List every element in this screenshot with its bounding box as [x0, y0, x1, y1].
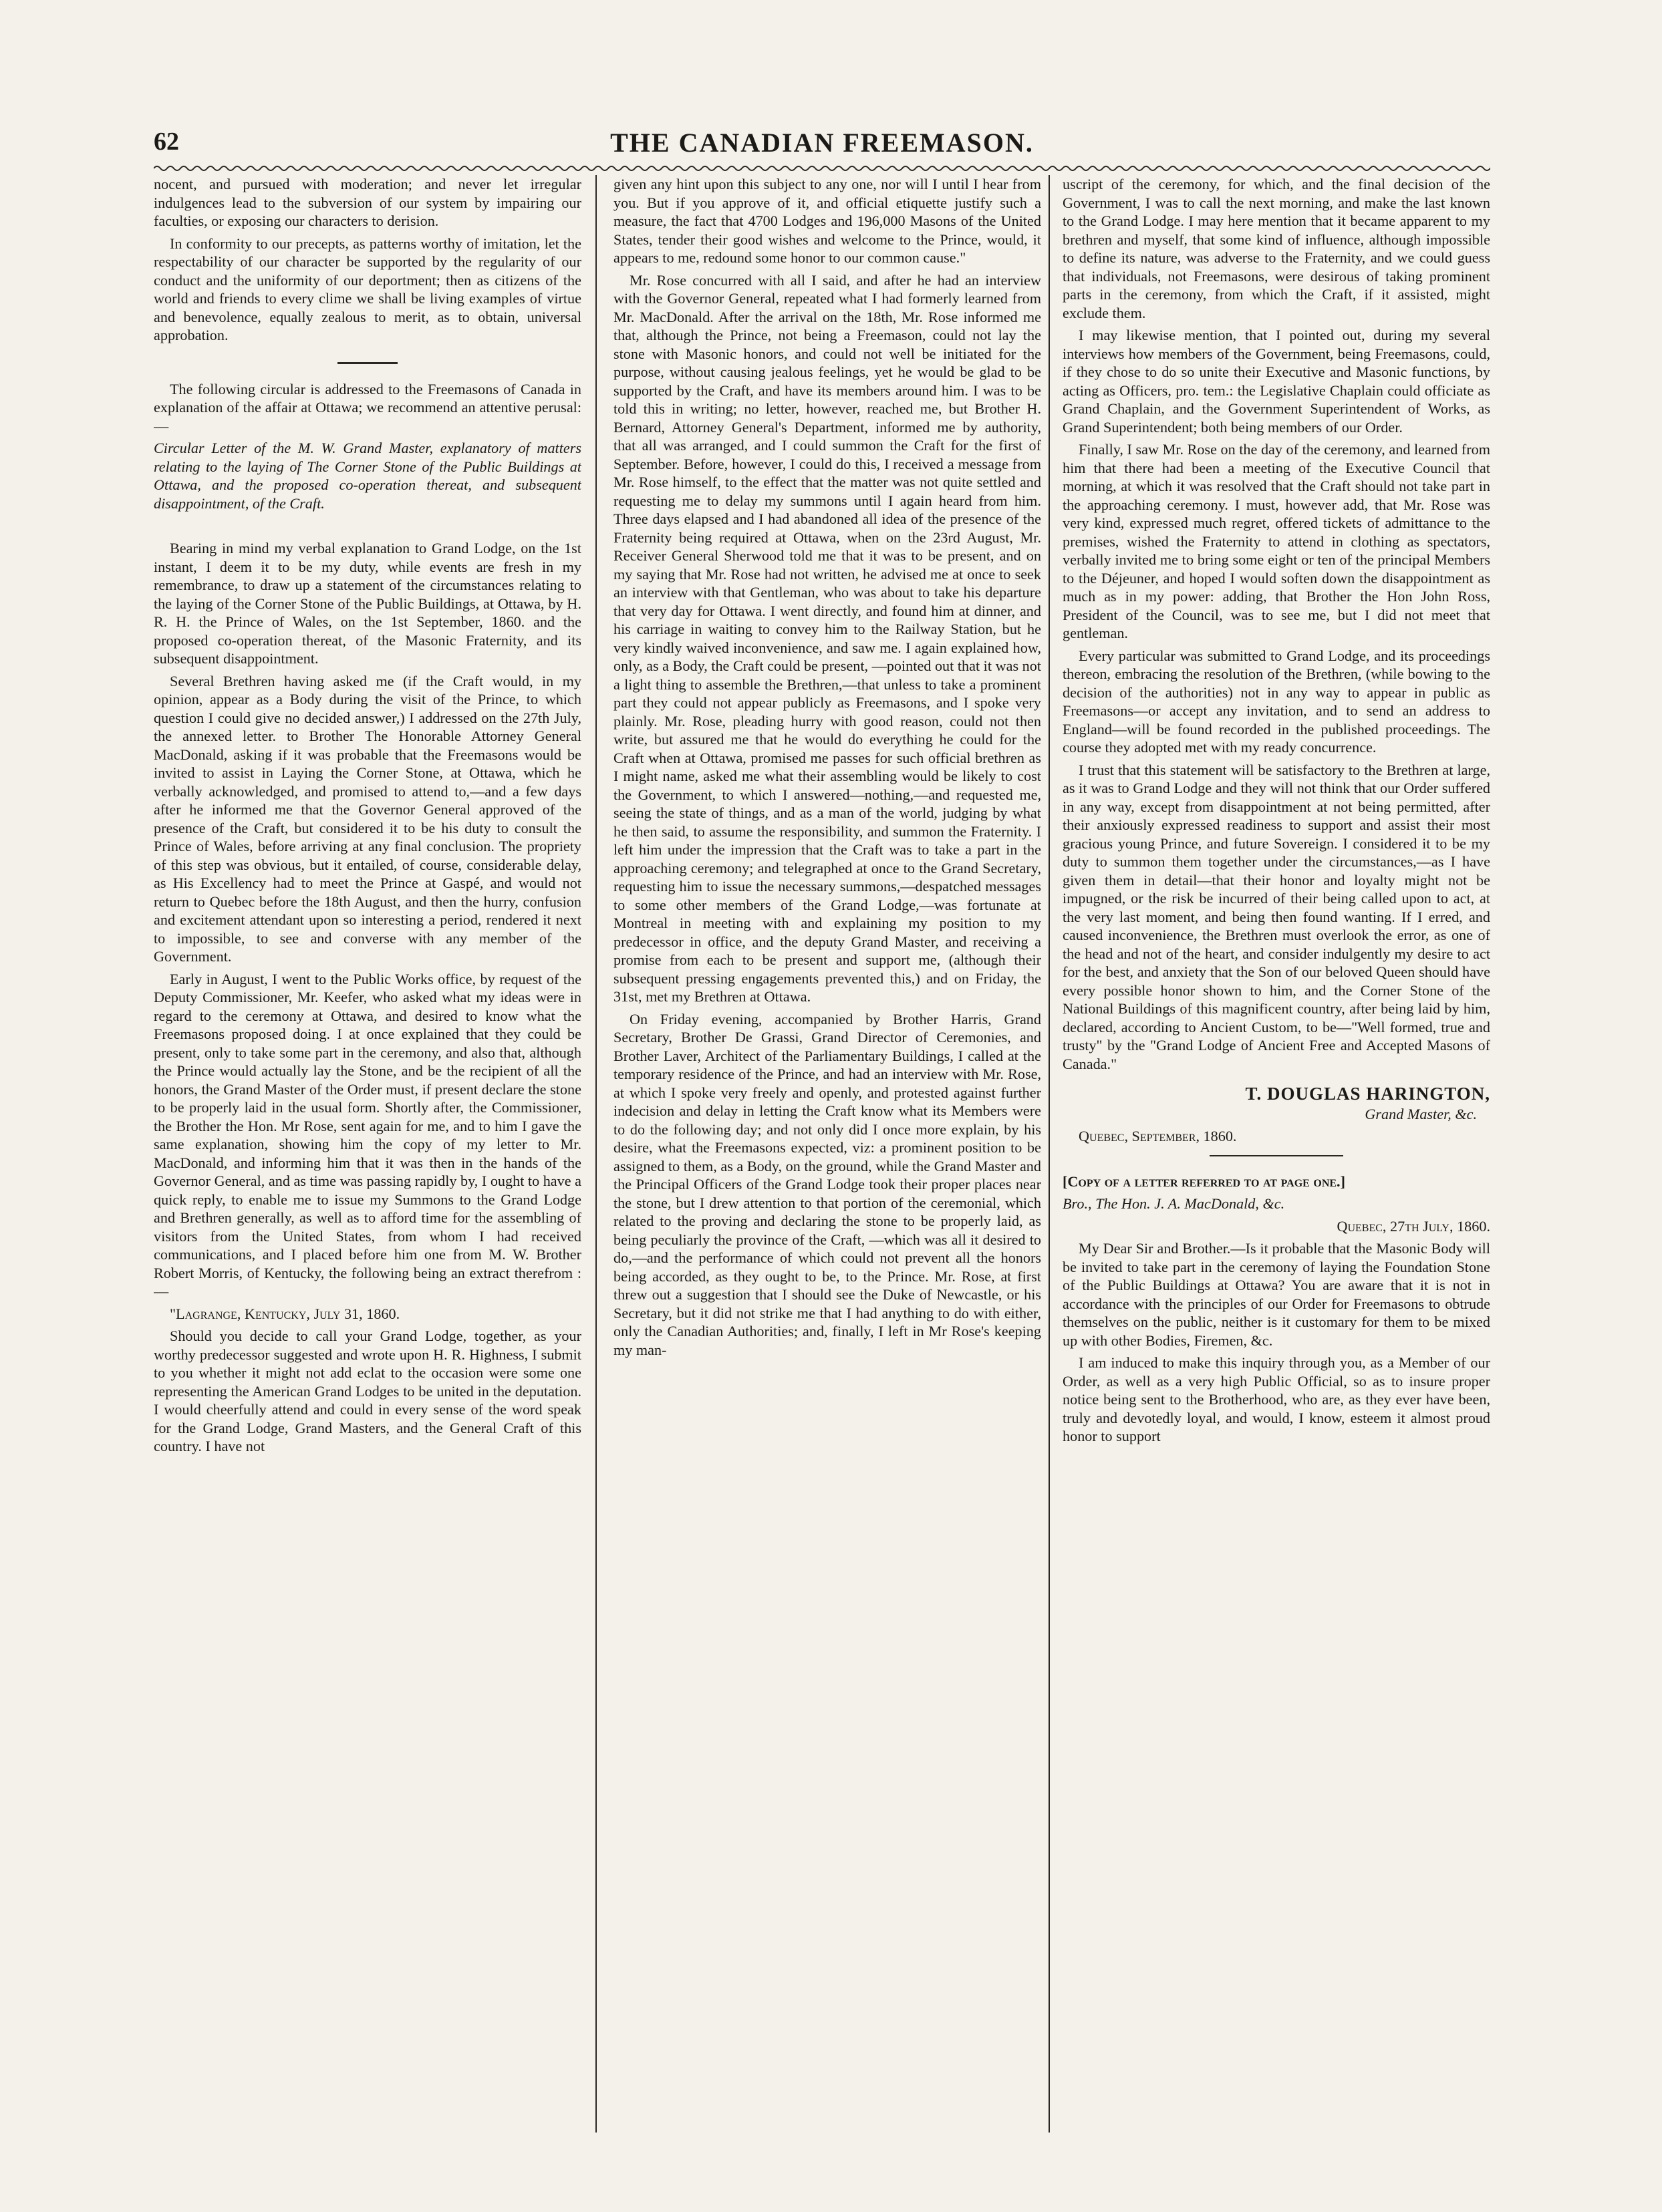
paragraph: Several Brethren having asked me (if the Craft would, in my opinion, appear as a Body during the visit of the Prince, to which question I could give no decided answer,) I addressed on the 27th July, the annexed letter. to Brother The Honorable Attorney General MacDonald, asking if it was probable that the Freemasons would be invited to assist in Laying the Corner Stone, at Ottawa, which he verbally acknowledged, and promised to attend to,—and a few days after he informed me that the Governor General approved of the presence of the Craft, but considered it to be his duty to consult the Prince of Wales, before arriving at any final conclusion. The propriety of this step was obvious, but it entailed, of course, considerable delay, as His Excellency had to meet the Prince at Gaspé, and would not return to Quebec before the 18th August, and then the hurry, confusion and excitement attendant upon so interesting a period, rendered it next to impossible, to see and converse with any member of the Government. — [154, 672, 581, 965]
paragraph: I trust that this statement will be satisfactory to the Brethren at large, as it was to Grand Lodge and they will not think that our Order suffered in any way, except from disappointment at not being permitted, after their anxiously expressed readiness to support and assist their most gracious young Prince, and future Sovereign. I considered it to be my duty to summon them together under the circumstances,—as I have given them in detail—that their honor and loyalty might not be impugned, or the risk be incurred of their being called upon to act, at the very last moment, and being then found wanting. If I erred, and caused inconvenience, the Brethren must overlook the error, as one of the head and not of the heart, and consider indulgently my desire to act for the best, and anxiety that the Son of our beloved Queen should have every possible honor shown to him, and the Corner Stone of the National Buildings of this magnificent country, after being laid by him, declared, according to Ancient Custom, to be—"Well formed, true and trusty" by the "Grand Lodge of Ancient Free and Accepted Masons of Canada." — [1063, 761, 1490, 1072]
copy-heading: [Copy of a letter referred to at page one.] — [1063, 1172, 1345, 1190]
paragraph: uscript of the ceremony, for which, and the final decision of the Government, I was to call the next morning, and make the last known to the Grand Lodge. I may here mention that it became apparent to my brethren and myself, that some kind of influence, although impossible to define its nature, was adverse to the Fraternity, and we could guess that individuals, not Freemasons, were desirous of taking prominent parts in the ceremony, from which the Craft, if it assisted, might exclude them. — [1063, 176, 1490, 321]
signature-title: Grand Master, &c. — [1365, 1105, 1477, 1122]
column-divider-1 — [595, 175, 597, 2132]
column-1 — [154, 175, 581, 2132]
page-number: 62 — [154, 128, 179, 156]
section-divider — [337, 362, 398, 364]
circular-title: Circular Letter of the M. W. Grand Master, explanatory of matters relating to the laying of The Corner Stone of the Public Buildings at Ottawa, and the proposed co-operation thereat, and subsequent disappointment, of the Craft. — [154, 440, 581, 512]
column-divider-2 — [1049, 175, 1050, 2132]
paragraph: My Dear Sir and Brother.—Is it probable that the Masonic Body will be invited to take part in the ceremony of laying the Foundation Stone of the Public Buildings at Ottawa? You are aware that it is not in accordance with the principles of our Order for Freemasons to obtrude themselves on the public, neither is it customary for them to be mixed up with other Bodies, Firemen, &c. — [1063, 1240, 1490, 1349]
column-3 — [1063, 175, 1490, 2132]
paragraph: Early in August, I went to the Public Works office, by request of the Deputy Commissioner, Mr. Keefer, who asked what my ideas were in regard to the ceremony at Ottawa, and desired to know what the Freemasons proposed doing. I at once explained that they could be present, only to take some part in the ceremony, and also that, although the Prince would actually lay the Stone, and be the recipient of all the honors, the Grand Master of the Order must, if present declare the stone to be properly laid in the usual form. Shortly after, the Commissioner, the Brother the Hon. Mr Rose, sent again for me, and to him I gave the same explanation, showing him the copy of my letter to Mr. MacDonald, and informing him that it was then in the hands of the Governor General, and as time was passing rapidly by, I ought to have a quick reply, to enable me to issue my Summons to the Grand Lodge and Brethren generally, as well as to afford time for the assembling of visitors from the United States, from whom I had received communications, and I placed before him one from M. W. Brother Robert Morris, of Kentucky, the following being an extract therefrom :— — [154, 970, 581, 1299]
quote-dateline: "Lagrange, Kentucky, July 31, 1860. — [170, 1305, 400, 1322]
section-divider — [1210, 1155, 1343, 1156]
letter-date: Quebec, 27th July, 1860. — [1337, 1217, 1490, 1235]
running-title: THE CANADIAN FREEMASON. — [610, 128, 1034, 158]
circular-intro: The following circular is addressed to the Freemasons of Canada in explanation of the affair at Ottawa; we recommend an attentive perusal:— — [154, 380, 581, 434]
addressee: Bro., The Hon. J. A. MacDonald, &c. — [1063, 1195, 1285, 1212]
wavy-header-rule — [154, 164, 1490, 173]
paragraph: given any hint upon this subject to any one, nor will I until I hear from you. But if you approve of it, and official etiquette justify such a measure, the fact that 4700 Lodges and 196,000 Masons of the United States, tender their good wishes and welcome to the Prince, would, it appears to me, redound some honor to our common cause." — [613, 176, 1041, 266]
paragraph: On Friday evening, accompanied by Brother Harris, Grand Secretary, Brother De Grassi, Grand Director of Ceremonies, and Brother Laver, Architect of the Parliamentary Buildings, I called at the temporary residence of the Prince, and had an interview with Mr. Rose, at which I spoke very freely and openly, and protested against further indecision and delay in letting the Craft know what its Members were to do the following day; and not only did I once more explain, by his desire, what the Freemasons expected, viz: a prominent position to be assigned to them, as a Body, on the ground, while the Grand Master and the Principal Officers of the Grand Lodge took their proper places near the stone, but I drew attention to that portion of the ceremonial, which related to the proving and declaring the stone to be properly laid, as being peculiarly the province of the Craft, —which was all it desired to do,—and the performance of which could not prevent all the honors being accorded, as they ought to be, to the Prince. Mr. Rose, at first threw out a suggestion that I should see the Duke of Newcastle, or his Secretary, but it did not strike me that I had anything to do with either, only the Canadian Authorities; and, finally, I left in Mr Rose's keeping my man- — [613, 1010, 1041, 1358]
paragraph: Mr. Rose concurred with all I said, and after he had an interview with the Governor General, repeated what I had formerly learned from Mr. MacDonald. After the arrival on the 18th, Mr. Rose informed me that, although the Prince, not being a Freemason, could not lay the stone with Masonic honors, and could not well be initiated for the purpose, without causing jealous feelings, yet he would be glad to be supported by the Craft, and have its members around him. I was to be told this in writing; no letter, however, reached me, but Brother H. Bernard, Attorney General's Department, informed me by authority, that all was arranged, and I could summon the Craft for the first of September. Before, however, I could do this, I received a message from Mr. Rose himself, to the effect that the matter was not quite settled and requesting me to delay my summons until I again heard from him. Three days elapsed and I had abandoned all idea of the presence of the Fraternity being required at Ottawa, when on the 23rd August, Mr. Receiver General Sherwood told me that it was to be present, and on my saying that Mr. Rose had not written, he advised me at once to seek an interview with that Gentleman, who was about to take his departure that very day for Ottawa. I went directly, and found him at dinner, and his carriage in waiting to convey him to the Railway Station, but he very kindly waived inconvenience, and saw me. I again explained how, only, as a Body, the Craft could be present, —pointed out that it was not a light thing to assemble the Brethren,—that unless to take a prominent part they could not appear publicly as Freemasons, and I spoke very plainly. Mr. Rose, pleading hurry with good reason, could not then write, but assured me that he would do everything he could for the Craft when at Ottawa, promised me passes for such official brethren as I might name, asked me what their assembling would be likely to cost the Government, to which I answered—nothing,—and requested me, seeing the state of things, and as a man of the world, judging by what he then said, to assume the responsibility, and summon the Fraternity. I left him under the impression that the Craft was to take a part in the approaching ceremony; and telegraphed at once to the Grand Secretary, requesting him to issue the necessary summons,—despatched messages to some other members of the Grand Lodge,—was fortunate at Montreal in meeting with and explaining my position to my predecessor in office, and the deputy Grand Master, and receiving a promise from each to be present and support me, (although their subsequent pressing engagements prevented this,) and on Friday, the 31st, met my Brethren at Ottawa. — [613, 271, 1041, 1005]
paragraph: Every particular was submitted to Grand Lodge, and its proceedings thereon, embracing the resolution of the Brethren, (while bowing to the decision of the authorities) not in any way to appear in public as Freemasons—or accept any invitation, and to send an address to England—will be found recorded in the published proceedings. The course they adopted met with my ready concurrence. — [1063, 647, 1490, 756]
column-2 — [613, 175, 1041, 2132]
paragraph: Bearing in mind my verbal explanation to Grand Lodge, on the 1st instant, I deem it to be my duty, while events are fresh in my remembrance, to draw up a statement of the circumstances relating to the laying of the Corner Stone of the Public Buildings, at Ottawa, by H. R. H. the Prince of Wales, on the 1st September, 1860. and the proposed co-operation thereat, of the Masonic Fraternity, and its subsequent disappointment. — [154, 540, 581, 667]
paragraph: In conformity to our precepts, as patterns worthy of imitation, let the respectability of our character be supported by the regularity of our conduct and the uniformity of our deportment; then as citizens of the world and friends to every clime we shall be living examples of virtue and benevolence, equally zealous to merit, as to obtain, universal approbation. — [154, 234, 581, 343]
page-header — [154, 127, 1490, 160]
paragraph: Finally, I saw Mr. Rose on the day of the ceremony, and learned from him that there had been a meeting of the Executive Council that morning, at which it was resolved that the Craft should not take part in the approaching ceremony. I must, however add, that Mr. Rose was very kind, expressed much regret, offered tickets of admittance to the premises, wished the Fraternity to attend in clothing as spectators, verbally invited me to bring some eight or ten of the principal Members to the Déjeuner, and hoped I would soften down the disappointment as much as in my power: adding, that Brother the Hon John Ross, President of the Council, was to see me, but I did not meet that gentleman. — [1063, 441, 1490, 641]
paragraph: I am induced to make this inquiry through you, as a Member of our Order, as well as a very high Public Official, so as to insure proper notice being sent to the Brotherhood, who are, as they ever have been, truly and devotedly loyal, and would, I know, esteem it almost proud honor to support — [1063, 1354, 1490, 1444]
paragraph: Should you decide to call your Grand Lodge, together, as your worthy predecessor suggested and wrote upon H. R. Highness, I submit to you whether it might not add eclat to the occasion were some one representing the American Grand Lodges to be united in the deputation. I would cheerfully attend and could in every sense of the word speak for the Grand Lodge, Grand Masters, and the General Craft of this country. I have not — [154, 1327, 581, 1454]
paragraph: nocent, and pursued with moderation; and never let irregular indulgences lead to the subversion of our system by impairing our faculties, or exposing our characters to derision. — [154, 176, 581, 229]
signature: T. DOUGLAS HARINGTON, — [1245, 1084, 1490, 1104]
place-date: Quebec, September, 1860. — [1079, 1128, 1237, 1144]
paragraph: I may likewise mention, that I pointed out, during my several interviews how members of the Government, being Freemasons, could, if they chose to do so unite their Executive and Masonic functions, by acting as Officers, pro. tem.: the Legislative Chaplain could officiate as Grand Chaplain, and the Government Superintendent of Works, as Grand Superintendent; both being members of our Order. — [1063, 327, 1490, 436]
